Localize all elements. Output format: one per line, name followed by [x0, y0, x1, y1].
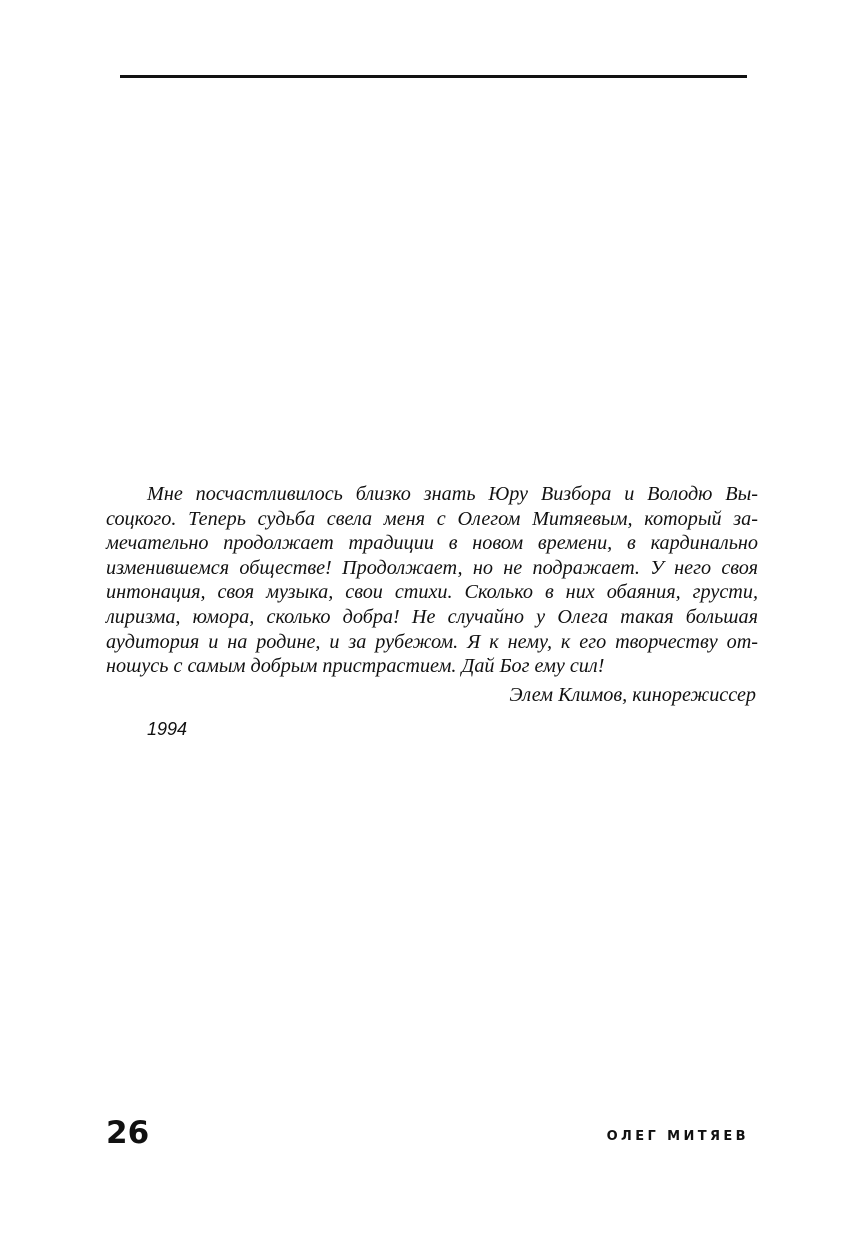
quote-line: лиризма, юмора, сколько добра! Не случайно у Олега такая большая: [106, 605, 758, 628]
quote-line: соцкого. Теперь судьба свела меня с Олегом Митяевым, который за-: [106, 507, 758, 530]
quote-attribution: Элем Климов, кинорежиссер: [509, 684, 756, 706]
quote-text: [106, 482, 758, 679]
top-rule: [120, 75, 747, 78]
quote-line: ношусь с самым добрым пристрастием. Дай Бог ему сил!: [106, 655, 605, 678]
quote-year: 1994: [147, 719, 188, 739]
quote-line: Мне посчастливилось близко знать Юру Визбора и Володю Вы-: [147, 483, 758, 505]
quote-line: мечательно продолжает традиции в новом времени, в кардинально: [106, 532, 758, 555]
quote-line: интонация, своя музыка, свои стихи. Сколько в них обаяния, грусти,: [106, 581, 758, 604]
quote-line: изменившемся обществе! Продолжает, но не подражает. У него своя: [106, 556, 758, 579]
page-number: 26: [106, 1115, 150, 1151]
running-head: ОЛЕГ МИТЯЕВ: [606, 1129, 749, 1144]
quote-line: аудитория и на родине, и за рубежом. Я к нему, к его творчеству от-: [106, 630, 758, 653]
